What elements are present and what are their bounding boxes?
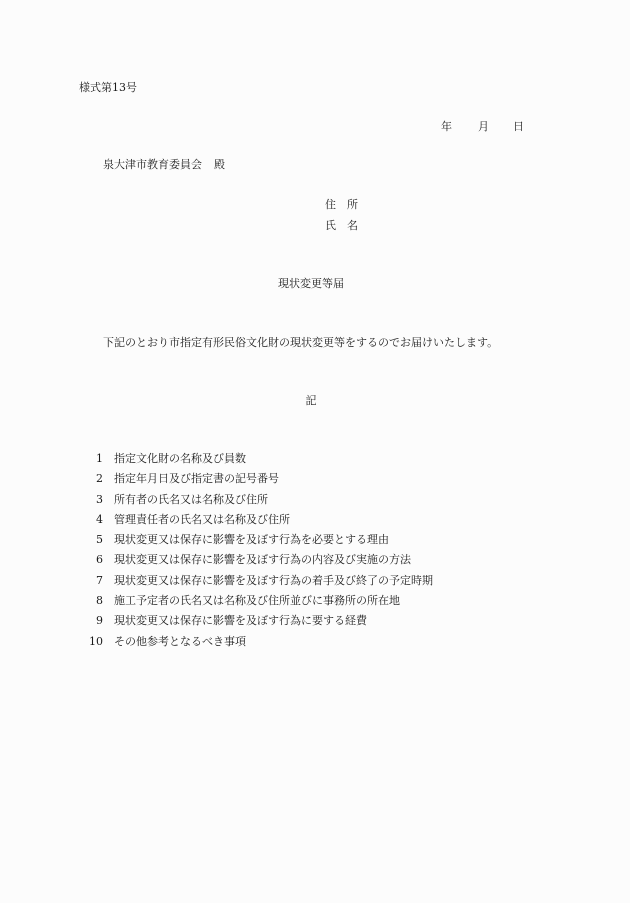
recipient-name: 泉大津市教育委員会 — [103, 158, 202, 171]
ki-heading: 記 — [305, 394, 317, 407]
list-item: 1 指定文化財の名称及び員数 — [96, 452, 246, 465]
list-item: 10 その他参考となるべき事項 — [89, 634, 246, 648]
list-item: 6 現状変更又は保存に影響を及ぼす行為の内容及び実施の方法 — [96, 553, 411, 567]
date-year-label: 年 — [441, 120, 452, 133]
date-line — [441, 121, 524, 132]
list-item: 5 現状変更又は保存に影響を及ぼす行為を必要とする理由 — [96, 533, 389, 547]
list-item: 4 管理責任者の氏名又は名称及び住所 — [96, 512, 290, 526]
body-paragraph: 下記のとおり市指定有形民俗文化財の現状変更等をするのでお届けいたします。 — [103, 336, 499, 349]
document-title: 現状変更等届 — [278, 277, 344, 290]
address-label: 住 所 — [325, 198, 358, 211]
item-list — [88, 453, 433, 656]
date-day-label: 日 — [513, 120, 524, 133]
form-number: 様式第13号 — [79, 81, 137, 94]
recipient-honorific: 殿 — [214, 158, 225, 171]
list-item: 3 所有者の氏名又は名称及び住所 — [96, 492, 268, 506]
recipient — [103, 159, 225, 170]
date-month-label: 月 — [478, 120, 489, 133]
list-item: 8 施工予定者の氏名又は名称及び住所並びに事務所の所在地 — [96, 594, 400, 608]
list-item: 9 現状変更又は保存に影響を及ぼす行為に要する経費 — [96, 614, 367, 628]
applicant-block — [325, 199, 358, 241]
list-item: 2 指定年月日及び指定書の記号番号 — [96, 472, 279, 486]
list-item: 7 現状変更又は保存に影響を及ぼす行為の着手及び終了の予定時期 — [96, 573, 433, 587]
name-label: 氏 名 — [325, 219, 358, 232]
